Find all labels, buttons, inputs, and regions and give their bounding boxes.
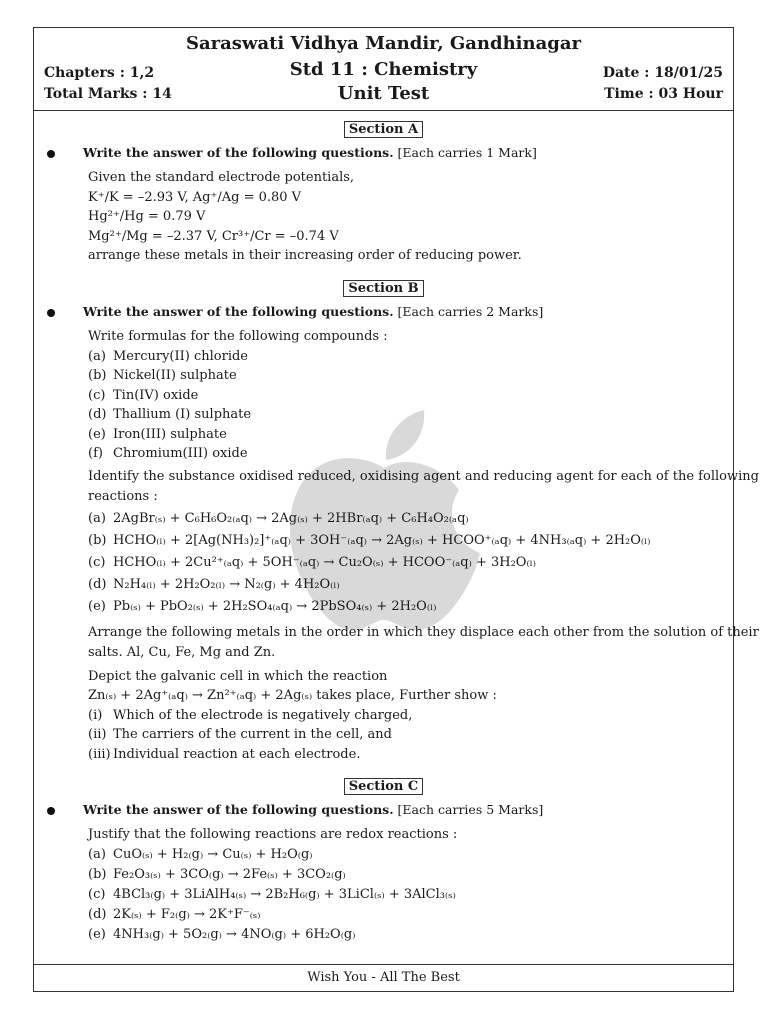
question-title: reactions :: [88, 489, 158, 504]
question-line: Mg²⁺/Mg = –2.37 V, Cr³⁺/Cr = –0.74 V: [88, 229, 339, 244]
section-c-heading: Section C: [34, 775, 733, 795]
reaction-line: (c) HCHO₍ₗ₎ + 2Cu²⁺₍ₐq₎ + 5OH⁻₍ₐq₎ → Cu₂O₍ₛ₎ + HCOO⁻₍ₐq₎ + 3H₂O₍ₗ₎: [88, 555, 536, 570]
option-line: (e) Iron(III) sulphate: [88, 427, 227, 442]
chapters-label: Chapters : 1,2: [44, 65, 155, 81]
option-line: (ii) The carriers of the current in the cell, and: [88, 727, 392, 742]
reaction-line: (b) Fe₂O₃₍ₛ₎ + 3CO₍g₎ → 2Fe₍ₛ₎ + 3CO₂₍g₎: [88, 867, 346, 882]
option-line: (b) Nickel(II) sulphate: [88, 368, 237, 383]
section-c-instruction: Write the answer of the following questions. [Each carries 5 Marks]: [47, 802, 543, 817]
reaction-line: (e) 4NH₃₍g₎ + 5O₂₍g₎ → 4NO₍g₎ + 6H₂O₍g₎: [88, 927, 356, 942]
bullet-icon: [47, 309, 55, 317]
section-b-heading: Section B: [34, 277, 733, 297]
total-marks-label: Total Marks : 14: [44, 86, 172, 102]
question-line: K⁺/K = –2.93 V, Ag⁺/Ag = 0.80 V: [88, 190, 302, 205]
question-line: salts. Al, Cu, Fe, Mg and Zn.: [88, 645, 276, 660]
bullet-icon: [47, 150, 55, 158]
bullet-icon: [47, 807, 55, 815]
question-line: Given the standard electrode potentials,: [88, 170, 355, 185]
question-title: Identify the substance oxidised reduced, oxidising agent and reducing agent for each of the following: [88, 469, 759, 484]
time-label: Time : 03 Hour: [604, 86, 723, 102]
option-line: (a) Mercury(II) chloride: [88, 349, 249, 364]
question-line: Hg²⁺/Hg = 0.79 V: [88, 209, 206, 224]
reaction-line: (b) HCHO₍ₗ₎ + 2[Ag(NH₃)₂]⁺₍ₐq₎ + 3OH⁻₍ₐq₎ → 2Ag₍ₛ₎ + HCOO⁺₍ₐq₎ + 4NH₃₍ₐq₎ + 2H₂O₍ₗ₎: [88, 533, 651, 548]
reaction-line: (a) CuO₍ₛ₎ + H₂₍g₎ → Cu₍ₛ₎ + H₂O₍g₎: [88, 847, 313, 862]
section-a-heading: Section A: [34, 118, 733, 138]
paper-header: [34, 28, 733, 111]
reaction-line: (d) 2K₍ₛ₎ + F₂₍g₎ → 2K⁺F⁻₍ₛ₎: [88, 907, 261, 922]
reaction-line: (a) 2AgBr₍ₛ₎ + C₆H₆O₂₍ₐq₎ → 2Ag₍ₛ₎ + 2HBr₍ₐq₎ + C₆H₄O₂₍ₐq₎: [88, 511, 469, 526]
question-line: Depict the galvanic cell in which the reaction: [88, 669, 388, 684]
subject-title: Std 11 : Chemistry: [289, 59, 478, 80]
section-a-instruction: Write the answer of the following questions. [Each carries 1 Mark]: [47, 145, 537, 160]
option-line: (i) Which of the electrode is negatively charged,: [88, 708, 413, 723]
reaction-line: (c) 4BCl₃₍g₎ + 3LiAlH₄₍ₛ₎ → 2B₂H₆₍g₎ + 3LiCl₍ₛ₎ + 3AlCl₃₍ₛ₎: [88, 887, 456, 902]
question-title: Write formulas for the following compounds :: [88, 329, 388, 344]
option-line: (c) Tin(IV) oxide: [88, 388, 199, 403]
question-line: arrange these metals in their increasing order of reducing power.: [88, 248, 522, 263]
test-title: Unit Test: [337, 83, 430, 104]
question-line: Arrange the following metals in the order in which they displace each other from the solution of their: [88, 625, 759, 640]
date-label: Date : 18/01/25: [602, 65, 723, 81]
option-line: (iii) Individual reaction at each electrode.: [88, 747, 361, 762]
question-title: Justify that the following reactions are redox reactions :: [88, 827, 458, 842]
footer-message: Wish You - All The Best: [34, 964, 733, 991]
exam-paper: [33, 27, 759, 992]
reaction-line: (d) N₂H₄₍ₗ₎ + 2H₂O₂₍ₗ₎ → N₂₍g₎ + 4H₂O₍ₗ₎: [88, 577, 340, 592]
reaction-line: Zn₍ₛ₎ + 2Ag⁺₍ₐq₎ → Zn²⁺₍ₐq₎ + 2Ag₍ₛ₎ takes place, Further show :: [88, 688, 497, 703]
section-b-instruction: Write the answer of the following questions. [Each carries 2 Marks]: [47, 304, 543, 319]
option-line: (f) Chromium(III) oxide: [88, 446, 248, 461]
option-line: (d) Thallium (I) sulphate: [88, 407, 252, 422]
reaction-line: (e) Pb₍ₛ₎ + PbO₂₍ₛ₎ + 2H₂SO₄₍ₐq₎ → 2PbSO₄₍ₛ₎ + 2H₂O₍ₗ₎: [88, 599, 437, 614]
school-name: Saraswati Vidhya Mandir, Gandhinagar: [186, 33, 581, 54]
